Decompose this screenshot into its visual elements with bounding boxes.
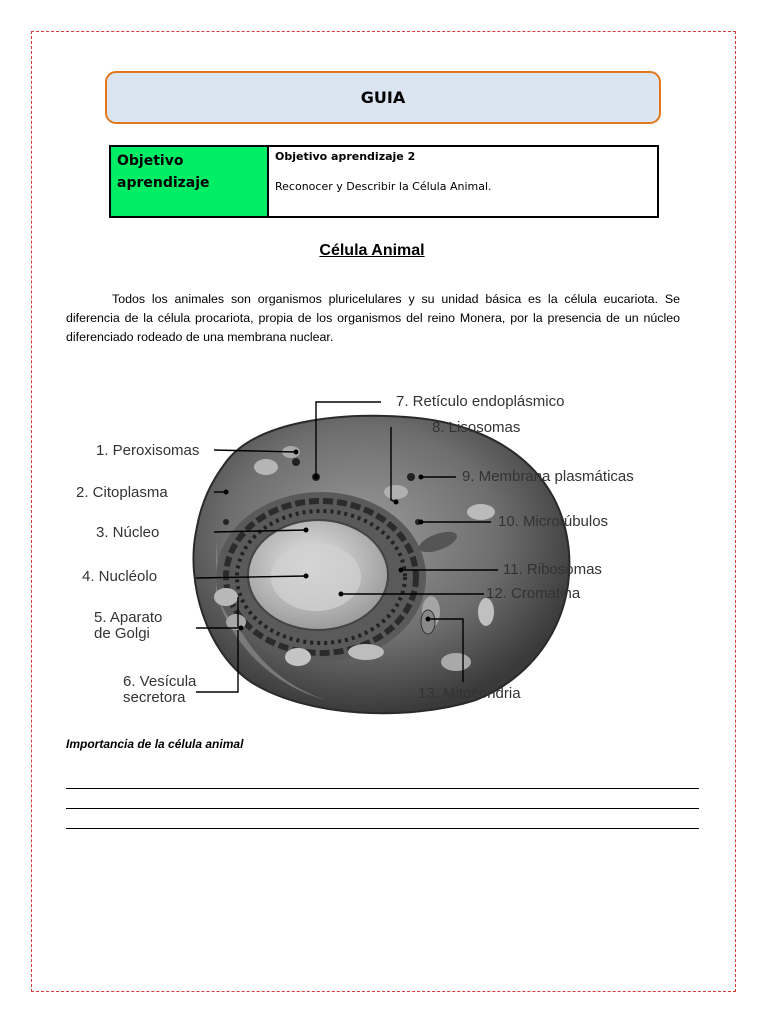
objective-table	[109, 145, 659, 218]
importance-heading: Importancia de la célula animal	[66, 737, 244, 751]
label-citoplasma: 2. Citoplasma	[76, 484, 168, 501]
answer-line	[66, 788, 699, 789]
objective-text: Reconocer y Describir la Célula Animal.	[275, 180, 492, 193]
answer-line	[66, 808, 699, 809]
label-nucleo: 3. Núcleo	[96, 524, 160, 541]
label-reticulo: 7. Retículo endoplásmico	[396, 393, 565, 410]
label-microtubulos: 10. Microtúbulos	[498, 513, 609, 530]
label-vesicula-line2: secretora	[123, 689, 186, 706]
label-vesicula-line1: 6. Vesícula	[123, 673, 197, 690]
label-ribosomas: 11. Ribosomas	[503, 561, 602, 578]
label-mitocondria: 13. Mitocondria	[418, 685, 521, 702]
objective-content-cell	[269, 147, 657, 216]
objective-heading: Objetivo aprendizaje 2	[275, 150, 416, 163]
label-peroxisomas: 1. Peroxisomas	[96, 442, 200, 459]
label-nucleolo: 4. Nucléolo	[82, 568, 158, 585]
intro-paragraph: Todos los animales son organismos pluricelulares y su unidad básica es la célula eucariota. Se diferencia de la célula procariota, propia de los organismos del reino Monera, por la presencia de un núcleo diferenciado rodeado de una membrana nuclear.	[66, 292, 680, 344]
section-title: Célula Animal	[319, 242, 425, 259]
label-cromatina: 12. Cromatina	[486, 585, 581, 602]
label-membrana: 9. Membrana plasmáticas	[462, 468, 634, 485]
animal-cell-diagram	[66, 382, 706, 727]
guia-header	[105, 71, 661, 124]
label-golgi-line1: 5. Aparato	[94, 609, 163, 626]
objective-label-cell: Objetivo aprendizaje	[111, 147, 269, 216]
label-lisosomas: 8. Lisosomas	[432, 419, 521, 436]
label-golgi-line2: de Golgi	[94, 625, 150, 642]
answer-line	[66, 828, 699, 829]
guia-title: GUIA	[360, 88, 406, 107]
